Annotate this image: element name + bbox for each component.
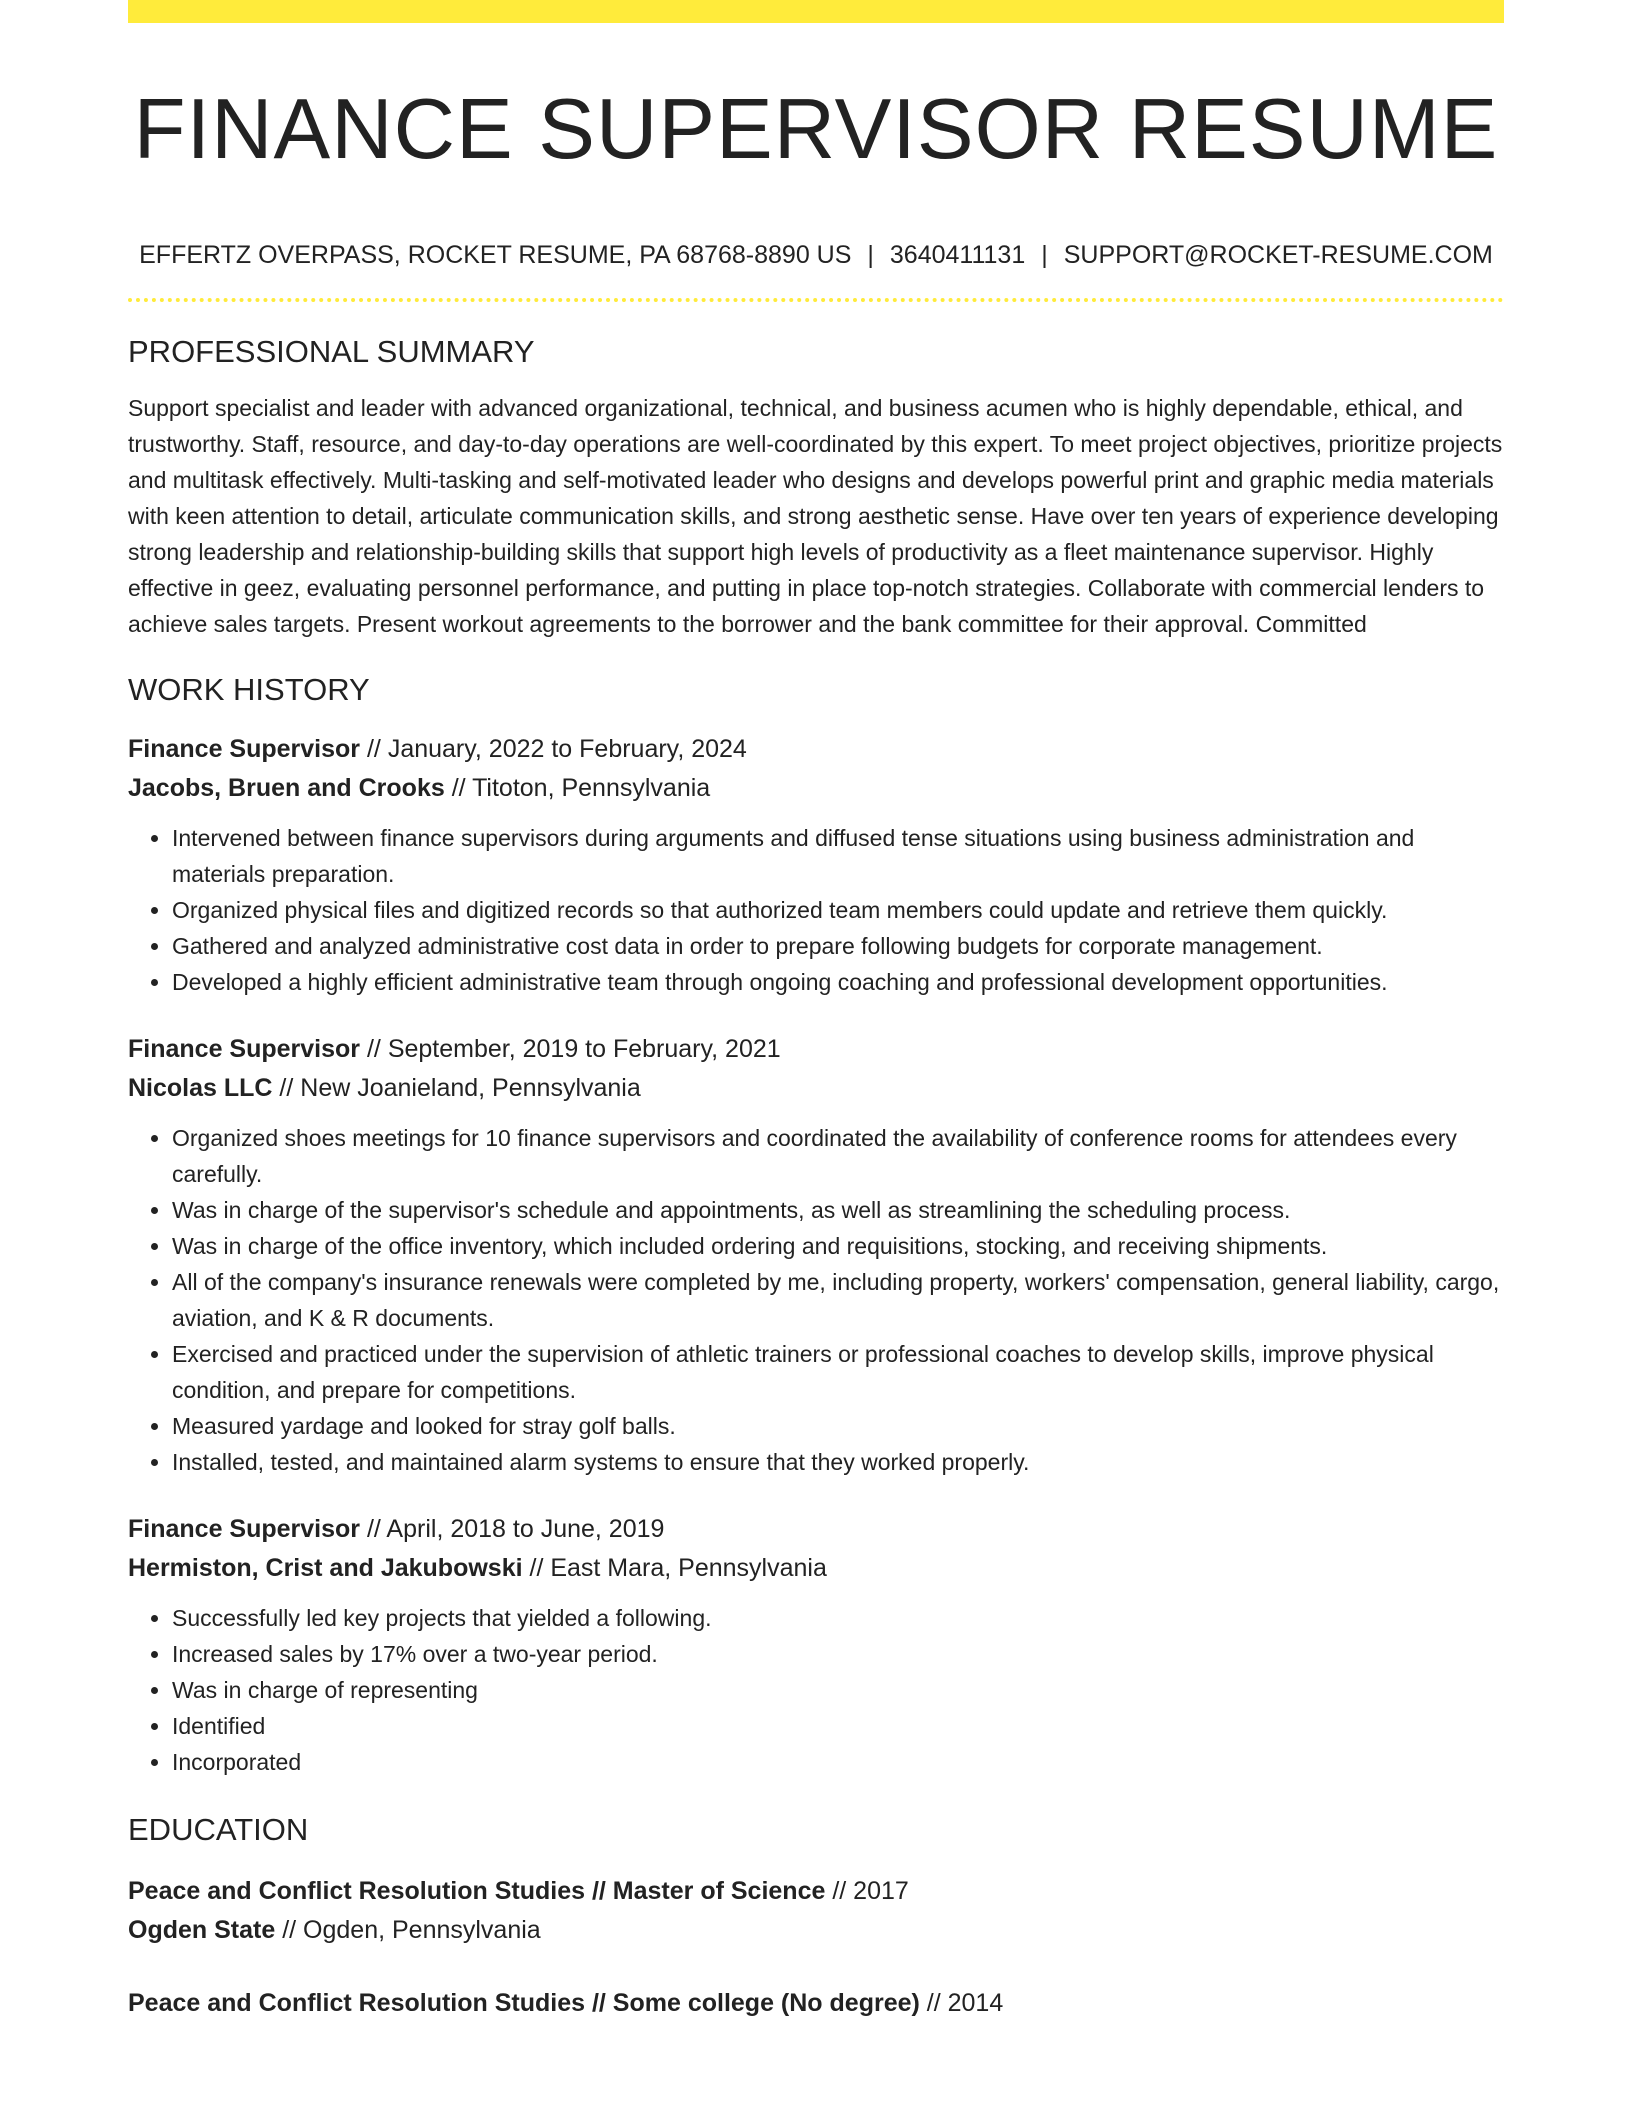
contact-separator: | xyxy=(867,241,874,269)
degree: Peace and Conflict Resolution Studies // Master of Science xyxy=(128,1877,826,1905)
contact-email: SUPPORT@ROCKET-RESUME.COM xyxy=(1063,241,1493,269)
list-item: • Identified xyxy=(172,1708,1504,1744)
job-location: // New Joanieland, Pennsylvania xyxy=(272,1074,641,1102)
education-entry xyxy=(128,1872,1504,1950)
degree-year: // 2017 xyxy=(825,1877,909,1905)
list-item: • Was in charge of representing xyxy=(172,1672,1504,1708)
job-title: Finance Supervisor xyxy=(128,1035,361,1063)
education-entry xyxy=(128,1984,1504,2023)
list-item: • All of the company's insurance renewals were completed by me, including property, workers' compensation, general liability, cargo, aviation, and K & R documents. xyxy=(172,1264,1504,1336)
list-item: • Installed, tested, and maintained alarm systems to ensure that they worked properly. xyxy=(172,1444,1504,1480)
job-bullets xyxy=(128,1120,1504,1480)
list-item: • Intervened between finance supervisors during arguments and diffused tense situations using business administration and materials preparation. xyxy=(172,820,1504,892)
contact-phone: 3640411131 xyxy=(889,241,1026,269)
page-title: FINANCE SUPERVISOR RESUME xyxy=(133,82,1499,177)
job-company-line xyxy=(128,1069,1504,1108)
degree-year: // 2014 xyxy=(919,1989,1004,2017)
job-company-line xyxy=(128,1549,1504,1588)
school-location: // Ogden, Pennsylvania xyxy=(275,1916,541,1944)
resume-content xyxy=(128,0,1504,2023)
job-title-line xyxy=(128,1510,1504,1549)
job-company: Hermiston, Crist and Jakubowski xyxy=(128,1554,523,1582)
list-item: • Was in charge of the supervisor's schedule and appointments, as well as streamlining the scheduling process. xyxy=(172,1192,1504,1228)
job-entry xyxy=(128,730,1504,1000)
list-item: • Incorporated xyxy=(172,1744,1504,1780)
list-item: • Organized physical files and digitized records so that authorized team members could update and retrieve them quickly. xyxy=(172,892,1504,928)
job-location: // East Mara, Pennsylvania xyxy=(522,1554,827,1582)
list-item: • Developed a highly efficient administrative team through ongoing coaching and professional development opportunities. xyxy=(172,964,1504,1000)
dotted-divider xyxy=(128,298,1504,302)
list-item: • Measured yardage and looked for stray golf balls. xyxy=(172,1408,1504,1444)
job-dates: // April, 2018 to June, 2019 xyxy=(360,1515,665,1543)
school: Ogden State xyxy=(128,1916,276,1944)
list-item: • Exercised and practiced under the supervision of athletic trainers or professional coaches to develop skills, improve physical condition, and prepare for competitions. xyxy=(172,1336,1504,1408)
list-item: • Successfully led key projects that yielded a following. xyxy=(172,1600,1504,1636)
job-title-line xyxy=(128,1030,1504,1069)
list-item: • Increased sales by 17% over a two-year period. xyxy=(172,1636,1504,1672)
list-item: • Was in charge of the office inventory, which included ordering and requisitions, stocking, and receiving shipments. xyxy=(172,1228,1504,1264)
job-dates: // September, 2019 to February, 2021 xyxy=(360,1035,781,1063)
job-entry xyxy=(128,1510,1504,1780)
summary-heading: PROFESSIONAL SUMMARY xyxy=(128,334,535,369)
job-dates: // January, 2022 to February, 2024 xyxy=(360,735,747,763)
job-company-line xyxy=(128,769,1504,808)
contact-separator: | xyxy=(1041,241,1048,269)
degree-line xyxy=(128,1984,1504,2023)
job-entry xyxy=(128,1030,1504,1480)
school-line xyxy=(128,1911,1504,1950)
education-heading: EDUCATION xyxy=(128,1812,309,1847)
job-title: Finance Supervisor xyxy=(128,735,361,763)
work-history-heading: WORK HISTORY xyxy=(128,672,370,707)
contact-address: EFFERTZ OVERPASS, ROCKET RESUME, PA 68768-8890 US xyxy=(139,241,852,269)
summary-text: Support specialist and leader with advanced organizational, technical, and business acumen who is highly dependable, ethical, and trustworthy. Staff, resource, and day-to-day operations are well-coordinated by this expert. To meet project objectives, prioritize projects and multitask effectively. Multi-tasking and self-motivated leader who designs and develops powerful print and graphic media materials with keen attention to detail, articulate communication skills, and strong aesthetic sense. Have over ten years of experience developing strong leadership and relationship-building skills that support high levels of productivity as a fleet maintenance supervisor. Highly effective in geez, evaluating personnel performance, and putting in place top-notch strategies. Collaborate with commercial lenders to achieve sales targets. Present workout agreements to the borrower and the bank committee for their approval. Committed xyxy=(128,395,1503,637)
job-bullets xyxy=(128,1600,1504,1780)
job-company: Nicolas LLC xyxy=(128,1074,273,1102)
degree: Peace and Conflict Resolution Studies // Some college (No degree) xyxy=(128,1989,920,2017)
job-title: Finance Supervisor xyxy=(128,1515,361,1543)
job-title-line xyxy=(128,730,1504,769)
job-bullets xyxy=(128,820,1504,1000)
job-company: Jacobs, Bruen and Crooks xyxy=(128,774,445,802)
contact-line xyxy=(128,235,1504,275)
job-location: // Titoton, Pennsylvania xyxy=(444,774,711,802)
list-item: • Organized shoes meetings for 10 finance supervisors and coordinated the availability of conference rooms for attendees every carefully. xyxy=(172,1120,1504,1192)
list-item: • Gathered and analyzed administrative cost data in order to prepare following budgets for corporate management. xyxy=(172,928,1504,964)
degree-line xyxy=(128,1872,1504,1911)
